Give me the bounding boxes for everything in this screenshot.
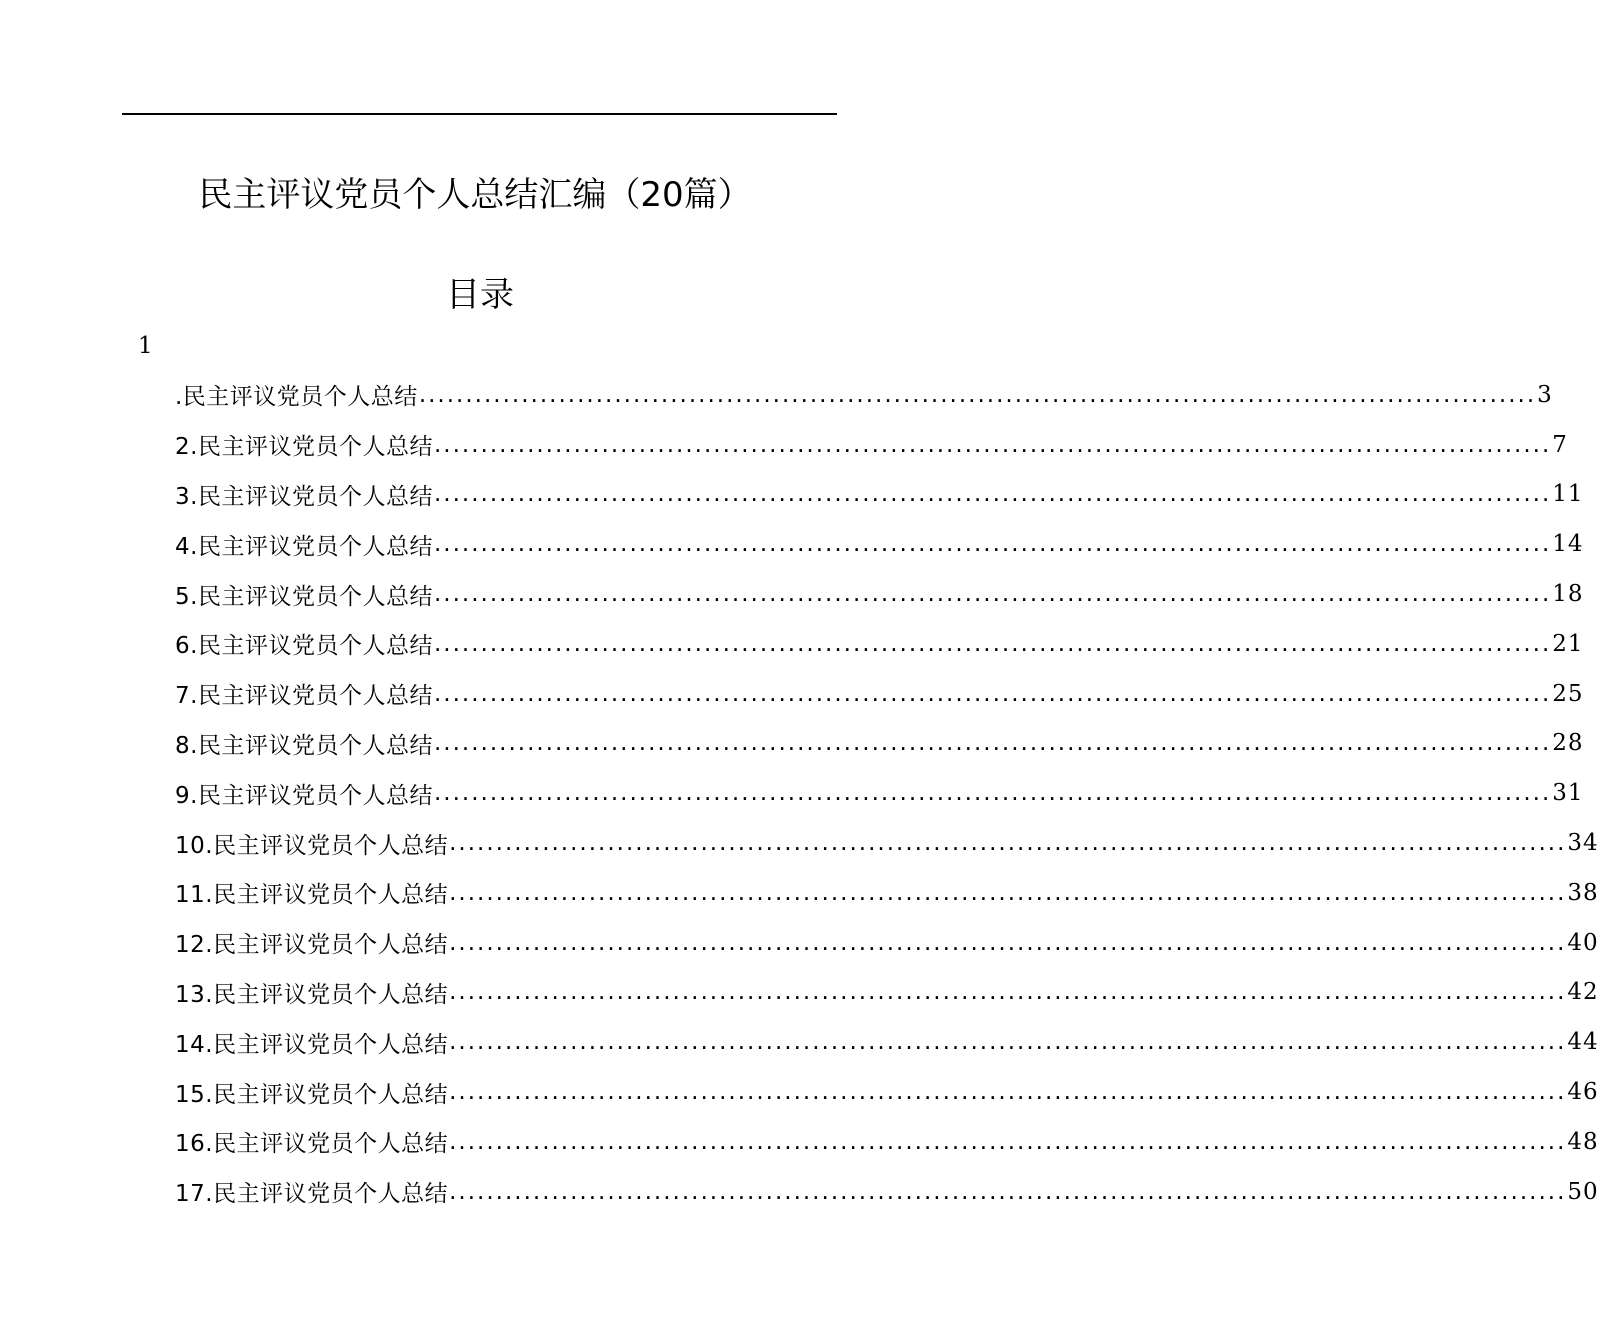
toc-entry-page-number: 14 [1552,531,1584,558]
toc-entry-label: 14.民主评议党员个人总结 [175,1031,449,1058]
toc-entry-page-number: 46 [1567,1079,1599,1106]
document-title: 民主评议党员个人总结汇编（20篇） [198,175,752,215]
toc-dot-leader: ........................................................................................................................ [449,830,1567,857]
toc-entry[interactable] [175,768,1584,818]
toc-entry[interactable] [175,818,1599,868]
toc-entry[interactable] [175,719,1584,769]
toc-entry-label: .民主评议党员个人总结 [175,384,418,411]
toc-entry-label: 16.民主评议党员个人总结 [175,1131,449,1158]
toc-dot-leader: ........................................................................................................................ [449,879,1567,906]
toc-entry-label: 12.民主评议党员个人总结 [175,932,449,959]
toc-dot-leader: ........................................................................................................................ [449,1079,1567,1106]
toc-entry-page-number: 34 [1567,830,1599,857]
toc-entry-label: 13.民主评议党员个人总结 [175,981,449,1008]
toc-entry-page-number: 44 [1567,1029,1599,1056]
toc-entry[interactable] [175,918,1599,968]
toc-entry-page-number: 3 [1537,381,1553,408]
toc-entry-label: 15.民主评议党员个人总结 [175,1081,449,1108]
toc-entry[interactable] [175,1067,1599,1117]
toc-entry-label: 17.民主评议党员个人总结 [175,1181,449,1208]
toc-dot-leader: ........................................................................................................................ [433,630,1552,657]
toc-entry-label: 8.民主评议党员个人总结 [175,732,433,759]
toc-entry[interactable] [175,868,1599,918]
toc-entry[interactable] [175,420,1568,470]
toc-dot-leader: ........................................................................................................................ [433,581,1552,608]
toc-dot-leader: ........................................................................................................................ [433,431,1552,458]
toc-entry-label: 2.民主评议党员个人总结 [175,434,433,461]
toc-dot-leader: ........................................................................................................................ [449,979,1567,1006]
toc-entry[interactable] [175,470,1584,520]
toc-entry-page-number: 48 [1567,1128,1599,1155]
toc-dot-leader: ........................................................................................................................ [418,381,1537,408]
toc-entry[interactable] [175,519,1584,569]
toc-entry-label: 10.民主评议党员个人总结 [175,832,449,859]
toc-entry-label: 3.民主评议党员个人总结 [175,483,433,510]
toc-entry[interactable] [175,1117,1599,1167]
toc-entry-page-number: 38 [1567,879,1599,906]
toc-dot-leader: ........................................................................................................................ [433,481,1552,508]
toc-entry[interactable] [175,619,1584,669]
stray-number: 1 [138,333,153,359]
toc-entry-page-number: 21 [1552,630,1584,657]
toc-dot-leader: ........................................................................................................................ [449,929,1567,956]
toc-entry[interactable] [175,968,1599,1018]
toc-dot-leader: ........................................................................................................................ [449,1128,1567,1155]
toc-entry[interactable] [175,370,1553,420]
toc-list [175,370,1599,1217]
toc-entry-page-number: 25 [1552,680,1584,707]
toc-entry[interactable] [175,1167,1599,1217]
toc-entry-page-number: 40 [1567,929,1599,956]
toc-entry-page-number: 11 [1552,481,1584,508]
toc-entry[interactable] [175,569,1584,619]
toc-entry-page-number: 50 [1567,1178,1599,1205]
toc-dot-leader: ........................................................................................................................ [433,780,1552,807]
toc-entry-page-number: 28 [1552,730,1584,757]
toc-entry[interactable] [175,669,1584,719]
toc-entry-label: 11.民主评议党员个人总结 [175,882,449,909]
toc-entry-label: 9.民主评议党员个人总结 [175,782,433,809]
toc-entry-page-number: 42 [1567,979,1599,1006]
toc-entry-label: 6.民主评议党员个人总结 [175,633,433,660]
toc-entry-page-number: 31 [1552,780,1584,807]
header-rule [122,113,837,115]
toc-entry-label: 5.民主评议党员个人总结 [175,583,433,610]
toc-dot-leader: ........................................................................................................................ [449,1178,1567,1205]
toc-heading: 目录 [446,275,514,315]
toc-entry-page-number: 18 [1552,581,1584,608]
toc-entry[interactable] [175,1017,1599,1067]
toc-entry-label: 4.民主评议党员个人总结 [175,533,433,560]
toc-dot-leader: ........................................................................................................................ [449,1029,1567,1056]
toc-dot-leader: ........................................................................................................................ [433,680,1552,707]
toc-entry-page-number: 7 [1552,431,1568,458]
toc-dot-leader: ........................................................................................................................ [433,531,1552,558]
toc-dot-leader: ........................................................................................................................ [433,730,1552,757]
toc-entry-label: 7.民主评议党员个人总结 [175,683,433,710]
